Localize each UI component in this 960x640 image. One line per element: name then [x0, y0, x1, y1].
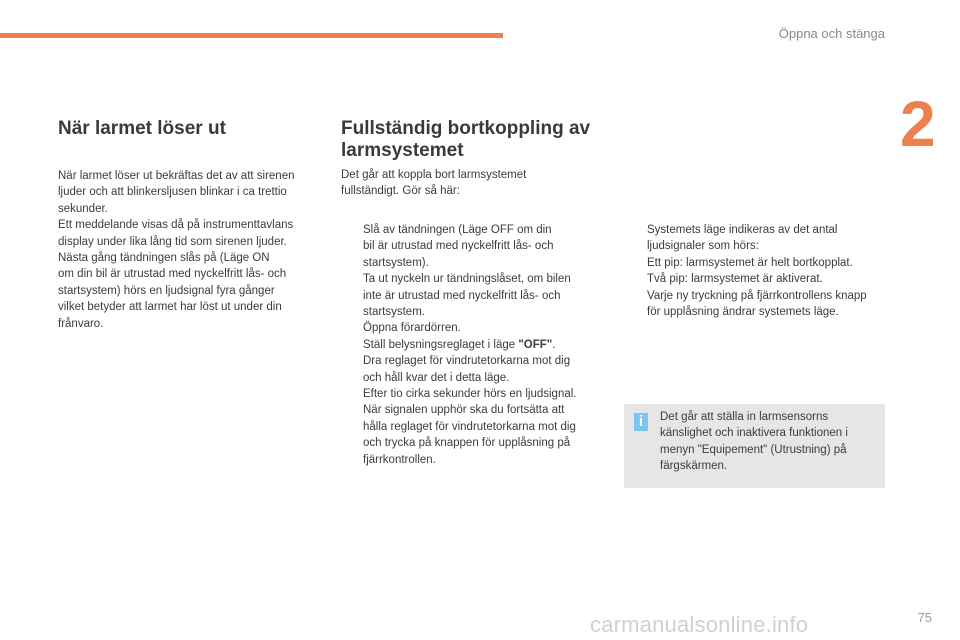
left-line: Nästa gång tändningen slås på (Läge ON: [58, 252, 270, 265]
step-line: för upplåsning ändrar systemets läge.: [647, 306, 839, 319]
info-line: färgskärmen.: [660, 460, 728, 473]
middle-intro: [341, 167, 601, 200]
info-icon: i: [634, 413, 648, 431]
step-item: [625, 222, 890, 320]
left-line: sekunder.: [58, 202, 108, 215]
step-item: [341, 402, 603, 468]
step-item: [341, 222, 603, 271]
step-item: [341, 353, 603, 402]
step-item: [341, 320, 603, 336]
info-line: menyn "Equipement" (Utrustning) på: [660, 443, 847, 456]
middle-heading-block: [341, 118, 611, 162]
step-line: Efter tio cirka sekunder hörs en ljudsignal.: [363, 388, 577, 401]
step-line: startsystem).: [363, 256, 429, 269]
step-line: och håll kvar det i detta läge.: [363, 371, 510, 384]
step-item: [341, 271, 603, 320]
left-line: vilket betyder att larmet har löst ut under din: [58, 301, 282, 314]
info-box: [624, 404, 885, 488]
step-text: .: [552, 338, 556, 351]
page-number: 75: [917, 610, 932, 625]
step-line: fjärrkontrollen.: [363, 453, 436, 466]
left-paragraph: [58, 168, 318, 332]
step-line: Ta ut nyckeln ur tändningslåset, om bilen: [363, 273, 571, 286]
intro-line: fullständigt. Gör så här:: [341, 185, 460, 198]
step-bold-value: "OFF": [518, 338, 553, 351]
info-line: känslighet och inaktivera funktionen i: [660, 427, 848, 440]
middle-steps: [341, 222, 603, 468]
info-text: [660, 409, 874, 475]
step-line: Ett pip: larmsystemet är helt bortkopplat.: [647, 256, 853, 269]
left-heading: När larmet löser ut: [58, 118, 226, 139]
step-line: Slå av tändningen (Läge OFF om din: [363, 224, 552, 236]
step-line: startsystem.: [363, 306, 425, 319]
step-line: ljudsignaler som hörs:: [647, 240, 759, 253]
step-line: Dra reglaget för vindrutetorkarna mot dig: [363, 355, 571, 368]
left-line: om din bil är utrustad med nyckelfritt lås- och: [58, 268, 287, 281]
intro-line: Det går att koppla bort larmsystemet: [341, 169, 527, 181]
left-heading-block: [58, 118, 318, 140]
middle-heading: [341, 118, 611, 162]
left-line: ljuder och att blinkersljusen blinkar i ca trettio: [58, 186, 287, 199]
step-line: Systemets läge indikeras av det antal: [647, 224, 838, 236]
middle-heading-line: larmsystemet: [341, 140, 464, 161]
top-accent-bar: [0, 33, 503, 38]
step-line: [363, 337, 603, 353]
info-line: Det går att ställa in larmsensorns: [660, 411, 829, 423]
left-line: display under lika lång tid som sirenen ljuder.: [58, 235, 287, 248]
step-line: Öppna förardörren.: [363, 322, 461, 335]
step-line: inte är utrustad med nyckelfritt lås- och: [363, 289, 561, 302]
left-line: När larmet löser ut bekräftas det av att sirenen: [58, 170, 295, 182]
step-line: Varje ny tryckning på fjärrkontrollens knapp: [647, 289, 867, 302]
step-line: bil är utrustad med nyckelfritt lås- och: [363, 240, 554, 253]
left-line: frånvaro.: [58, 317, 104, 330]
middle-heading-line: Fullständig bortkoppling av: [341, 118, 591, 139]
right-steps: [625, 222, 890, 320]
watermark: carmanualsonline.info: [590, 612, 809, 637]
left-line: Ett meddelande visas då på instrumenttavlans: [58, 219, 294, 232]
step-line: och trycka på knappen för upplåsning på: [363, 437, 571, 450]
section-title: Öppna och stänga: [778, 26, 885, 41]
step-line: När signalen upphör ska du fortsätta att: [363, 404, 565, 417]
step-line: Två pip: larmsystemet är aktiverat.: [647, 273, 823, 286]
chapter-number: 2: [900, 88, 936, 160]
left-line: startsystem) hörs en ljudsignal fyra gånger: [58, 284, 275, 297]
step-item: [341, 337, 603, 353]
step-text: Ställ belysningsreglaget i läge: [363, 338, 519, 351]
step-line: hålla reglaget för vindrutetorkarna mot dig: [363, 420, 576, 433]
